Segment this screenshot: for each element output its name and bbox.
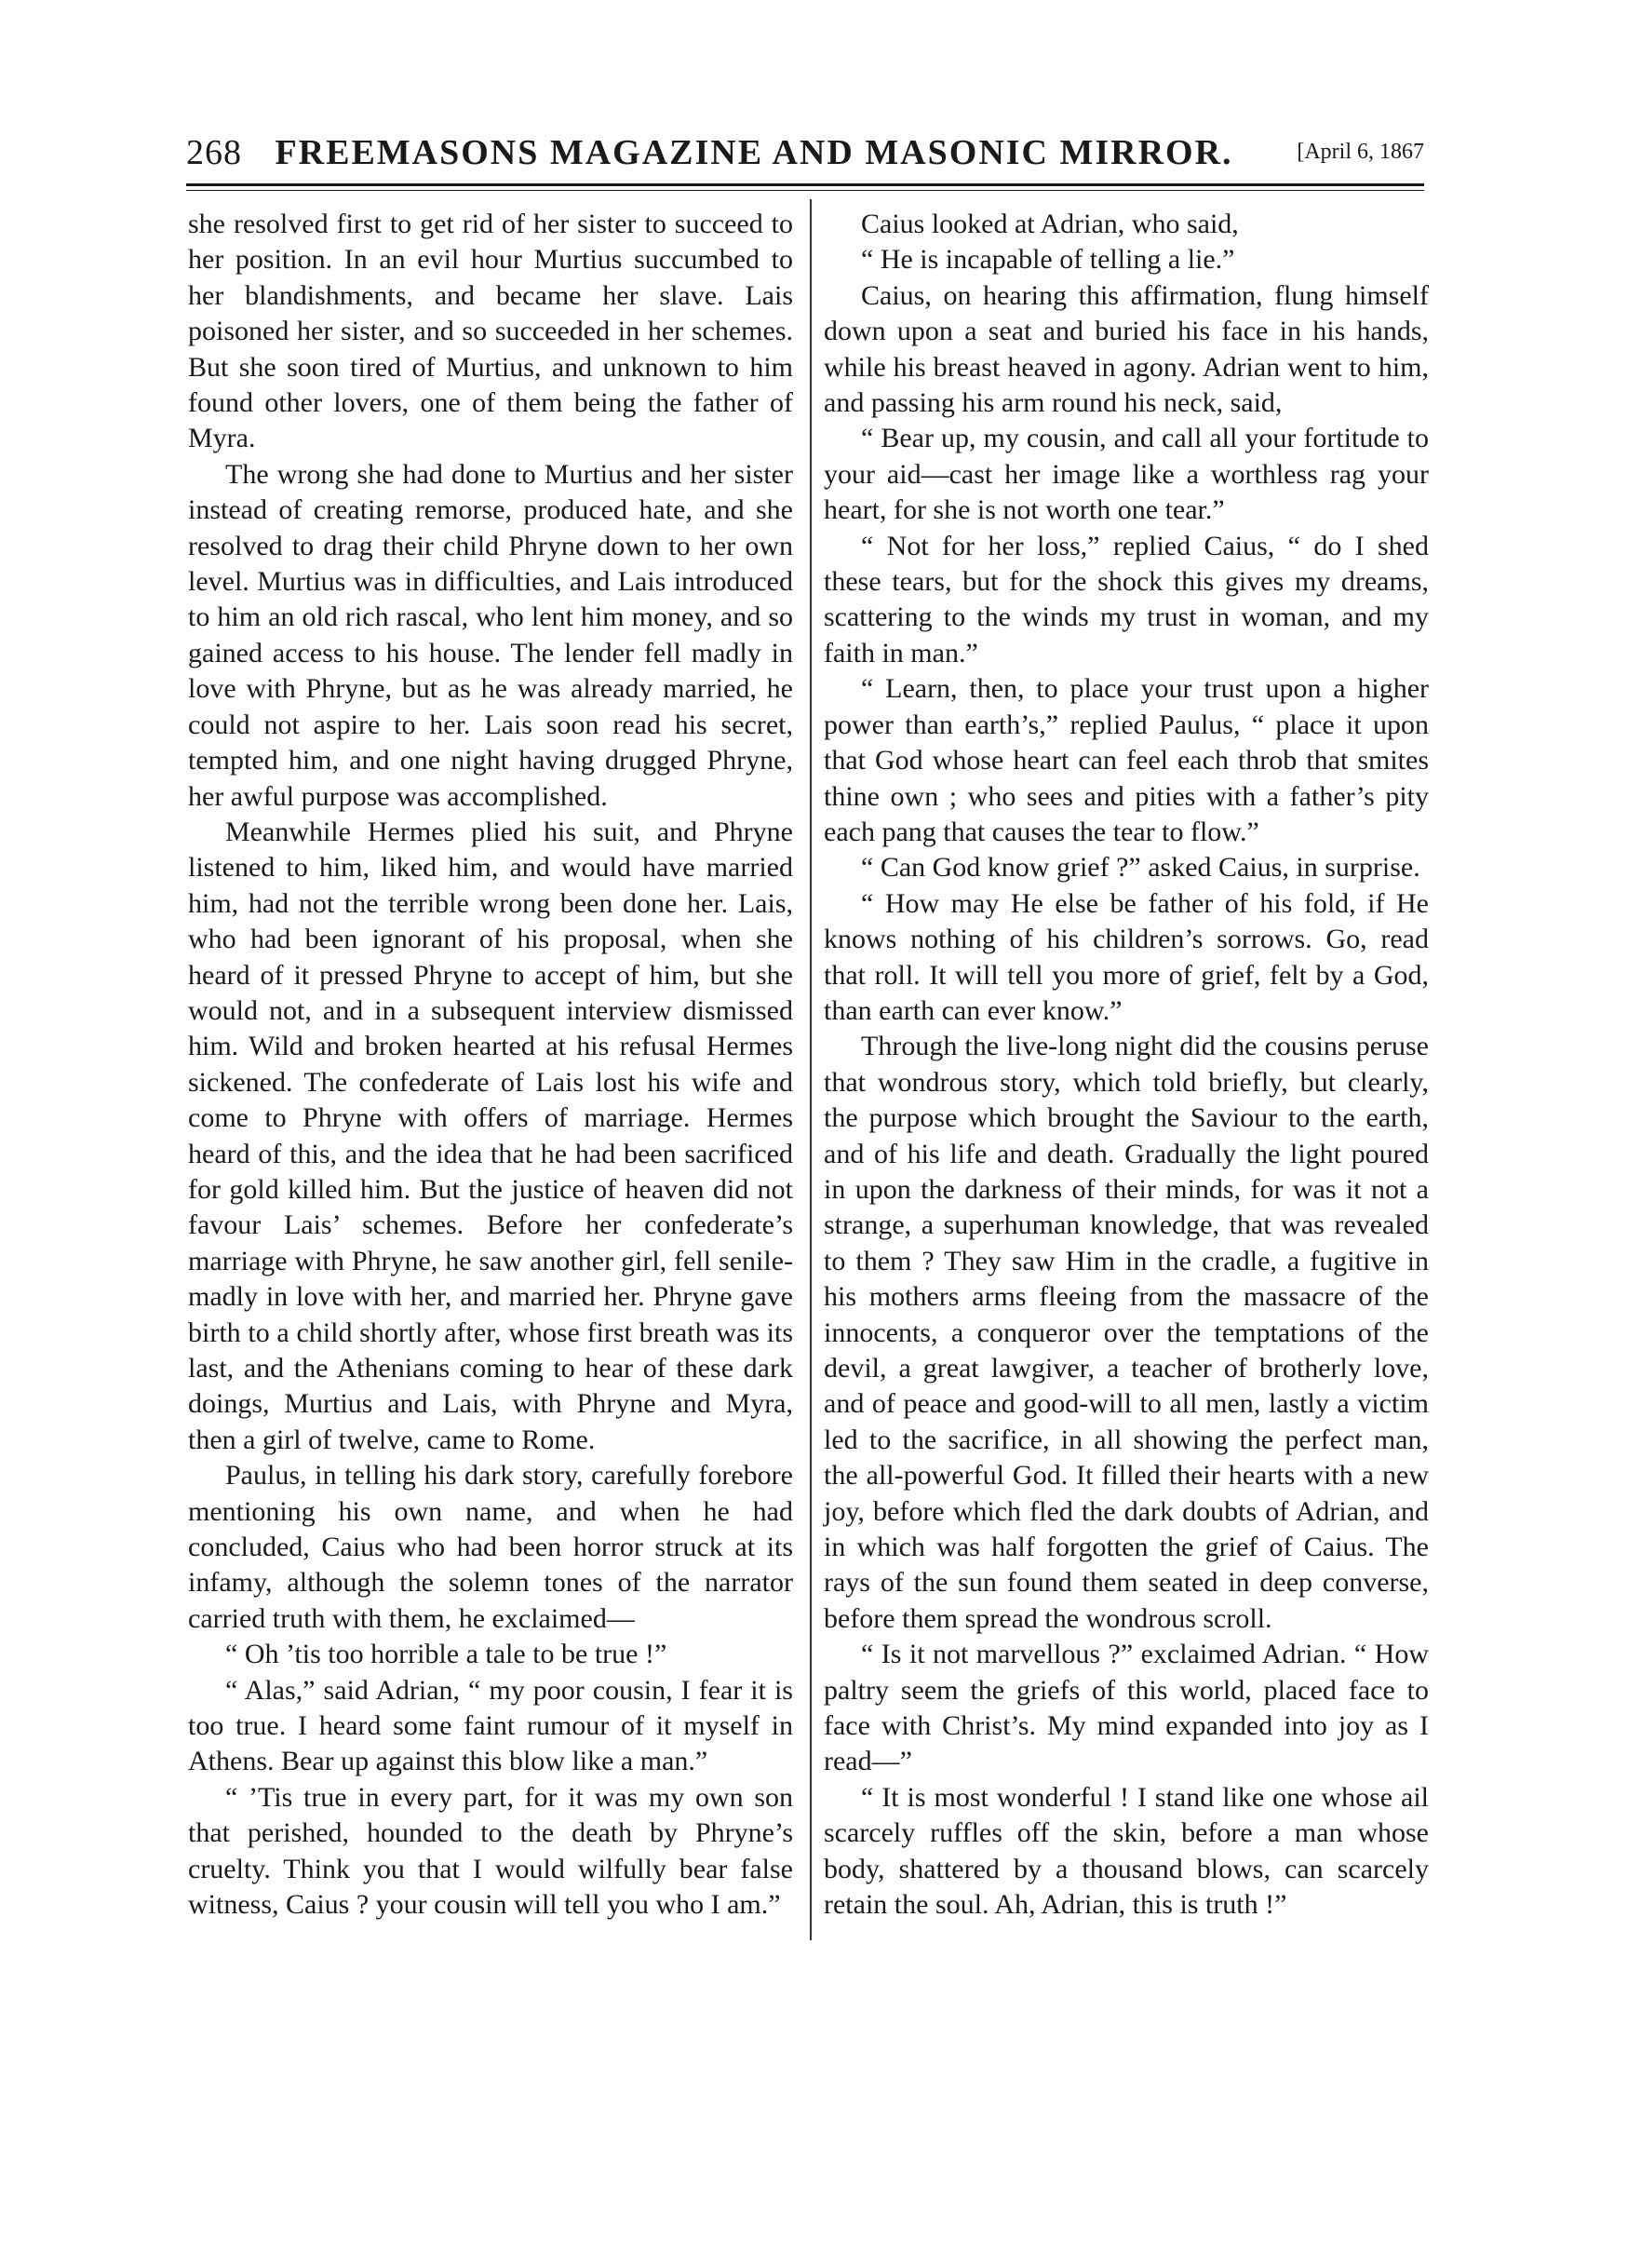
paragraph: “ Can God know grief ?” asked Caius, in surprise. <box>861 852 1420 884</box>
paragraph: Through the live-long night did the cousins peruse that wondrous story, which told briefly, but clearly, the purpose which brought the Saviour to the earth, and of his life and death. Gradually the light poured in upon the darkness of their minds, for was it not a strange, a superhuman knowledge, that was revealed to them ? They saw Him in the cradle, a fugitive in his mothers arms fleeing from the massacre of the innocents, a conqueror over the temptations of the devil, a great lawgiver, a teacher of brotherly love, and of peace and good-will to all men, lastly a victim led to the sacrifice, in all showing the perfect man, the all-powerful God. It filled their hearts with a new joy, before which fled the dark doubts of Adrian, and in which was half forgotten the grief of Caius. The rays of the sun found them seated in deep converse, before them spread the wondrous scroll. <box>824 1031 1429 1634</box>
paragraph: Paulus, in telling his dark story, carefully forebore mentioning his own name, and when he had concluded, Caius who had been horror struck at its infamy, although the solemn tones of the narrator carried truth with them, he exclaimed— <box>188 1460 793 1634</box>
running-title: FREEMASONS MAGAZINE AND MASONIC MIRROR. <box>275 133 1233 172</box>
paragraph: “ Not for her loss,” replied Caius, “ do I shed these tears, but for the shock this gives my dreams, scattering to the winds my trust in woman, and my faith in man.” <box>824 530 1429 668</box>
paragraph: “ It is most wonderful ! I stand like one whose ail scarcely ruffles off the skin, before a man whose body, shattered by a thousand blows, can scarcely retain the soul. Ah, Adrian, this is truth !” <box>824 1781 1429 1921</box>
header-rule-thin <box>186 190 1424 191</box>
paragraph: “ Is it not marvellous ?” exclaimed Adrian. “ How paltry seem the griefs of this world, placed face to face with Christ’s. My mind expanded into joy as I read—” <box>824 1639 1429 1777</box>
paragraph: “ ’Tis true in every part, for it was my own son that perished, hounded to the death by Phryne’s cruelty. Think you that I would wilfully bear false witness, Caius ? your cousin will tell you who I am.” <box>188 1781 793 1921</box>
running-header <box>186 132 1424 177</box>
paragraph: Caius, on hearing this affirmation, flung himself down upon a seat and buried his face in his hands, while his breast heaved in agony. Adrian went to him, and passing his arm round his neck, said, <box>824 279 1429 419</box>
paragraph: “ How may He else be father of his fold, if He knows nothing of his children’s sorrows. Go, read that roll. It will tell you more of grief, felt by a God, than earth can ever know.” <box>824 887 1429 1026</box>
issue-date: [April 6, 1867 <box>1297 140 1424 164</box>
paragraph: “ Alas,” said Adrian, “ my poor cousin, I fear it is too true. I heard some faint rumour of it myself in Athens. Bear up against this blow like a man.” <box>188 1674 793 1777</box>
page-number: 268 <box>186 133 242 172</box>
paragraph: “ Oh ’tis too horrible a tale to be true !” <box>225 1639 667 1670</box>
paragraph: The wrong she had done to Murtius and her sister instead of creating remorse, produced hate, and she resolved to drag their child Phryne down to her own level. Murtius was in difficulties, and Lais introduced to him an old rich rascal, who lent him money, and so gained access to his house. The lender fell madly in love with Phryne, but as he was already married, he could not aspire to her. Lais soon read his secret, tempted him, and one night having drugged Phryne, her awful purpose was accomplished. <box>188 458 793 812</box>
paragraph: she resolved first to get rid of her sister to succeed to her position. In an evil hour Murtius succumbed to her blandishments, and became her slave. Lais poisoned her sister, and so succeeded in her schemes. But she soon tired of Murtius, and unknown to him found other lovers, one of them being the father of Myra. <box>188 209 793 454</box>
paragraph: “ He is incapable of telling a lie.” <box>861 244 1235 276</box>
paragraph: “ Bear up, my cousin, and call all your fortitude to your aid—cast her image like a worthless rag your heart, for she is not worth one tear.” <box>824 423 1429 526</box>
header-rule-thick <box>186 183 1424 186</box>
left-column <box>188 207 793 1924</box>
paragraph: Caius looked at Adrian, who said, <box>861 209 1239 239</box>
right-column <box>824 207 1429 1924</box>
paragraph: Meanwhile Hermes plied his suit, and Phryne listened to him, liked him, and would have married him, had not the terrible wrong been done her. Lais, who had been ignorant of his proposal, when she heard of it pressed Phryne to accept of him, but she would not, and in a subsequent interview dismissed him. Wild and broken hearted at his refusal Hermes sickened. The confederate of Lais lost his wife and come to Phryne with offers of marriage. Hermes heard of this, and the idea that he had been sacrificed for gold killed him. But the justice of heaven did not favour Lais’ schemes. Before her confederate’s marriage with Phryne, he saw another girl, fell senile-madly in love with her, and married her. Phryne gave birth to a child shortly after, whose first breath was its last, and the Athenians coming to hear of these dark doings, Murtius and Lais, with Phryne and Myra, then a girl of twelve, came to Rome. <box>188 816 793 1455</box>
column-divider <box>810 199 812 1940</box>
paragraph: “ Learn, then, to place your trust upon a higher power than earth’s,” replied Paulus, “ place it upon that God whose heart can feel each throb that smites thine own ; who sees and pities with a father’s pity each pang that causes the tear to flow.” <box>824 673 1429 847</box>
